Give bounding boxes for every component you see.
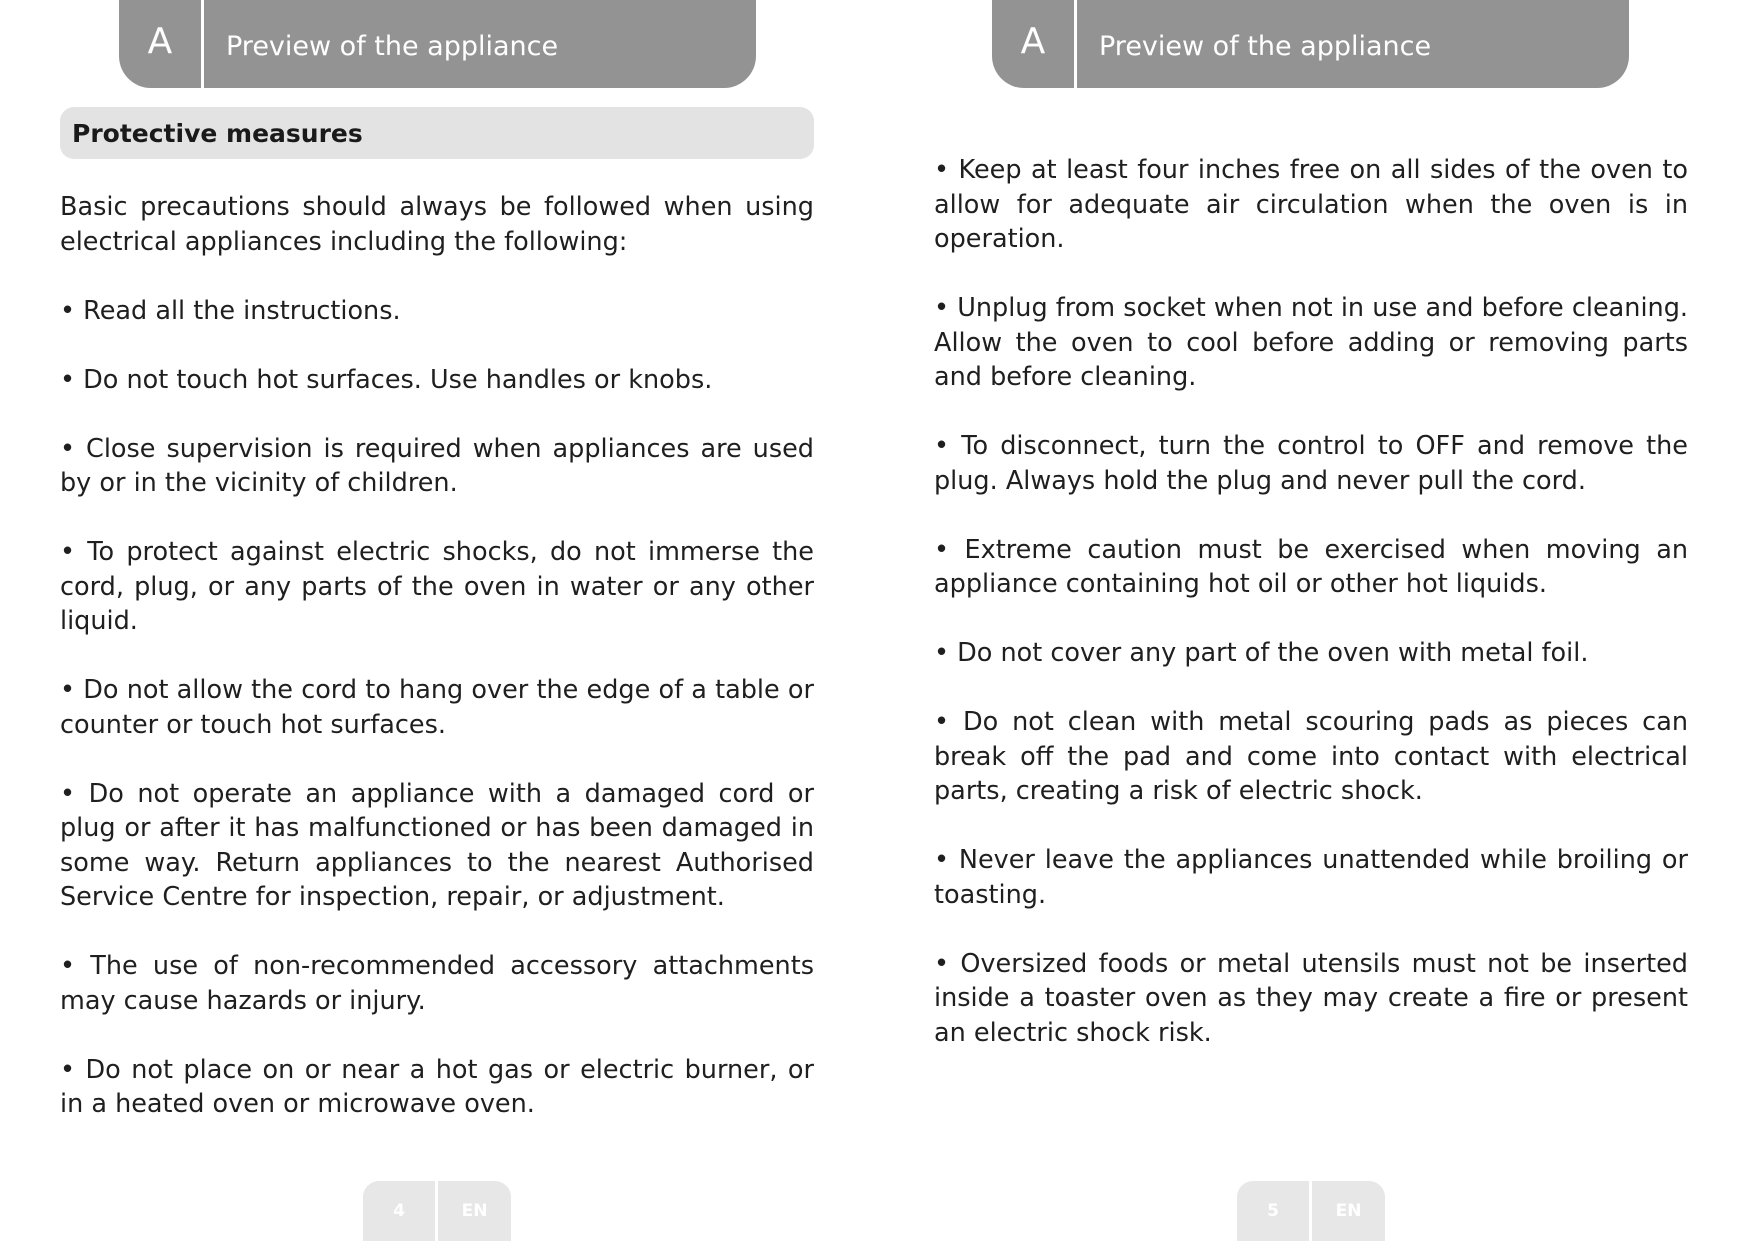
section-title: Protective measures bbox=[72, 118, 363, 148]
list-item: • Unplug from socket when not in use and before cleaning. Allow the oven to cool before adding or removing parts and before cleaning. bbox=[934, 293, 1688, 392]
chapter-letter: A bbox=[147, 20, 173, 62]
page-number: 4 bbox=[393, 1201, 405, 1221]
chapter-title: Preview of the appliance bbox=[226, 30, 559, 62]
page-content bbox=[934, 153, 1688, 1085]
list-item: • Close supervision is required when appliances are used by or in the vicinity of children. bbox=[60, 433, 814, 498]
list-item: • Do not place on or near a hot gas or electric burner, or in a heated oven or microwave oven. bbox=[60, 1054, 814, 1119]
list-item: • To protect against electric shocks, do not immerse the cord, plug, or any parts of the oven in water or any other liquid. bbox=[60, 537, 814, 636]
list-item: • Extreme caution must be exercised when moving an appliance containing hot oil or other hot liquids. bbox=[934, 534, 1688, 599]
list-item: • To disconnect, turn the control to OFF and remove the plug. Always hold the plug and never pull the cord. bbox=[934, 431, 1688, 496]
list-item: • Never leave the appliances unattended while broiling or toasting. bbox=[934, 845, 1688, 910]
chapter-title: Preview of the appliance bbox=[1099, 30, 1432, 62]
list-item: • Read all the instructions. bbox=[60, 295, 401, 326]
chapter-letter: A bbox=[1020, 20, 1046, 62]
right-page bbox=[874, 0, 1748, 1241]
page-content bbox=[60, 190, 814, 1156]
language-code: EN bbox=[461, 1201, 488, 1221]
list-item: • Oversized foods or metal utensils must not be inserted inside a toaster oven as they may create a fire or present an electric shock risk. bbox=[934, 948, 1688, 1048]
list-item: • Do not clean with metal scouring pads as pieces can break off the pad and come into contact with electrical parts, creating a risk of electric shock. bbox=[934, 707, 1688, 806]
page-footer bbox=[1237, 1181, 1385, 1241]
section-heading-bar bbox=[60, 107, 814, 159]
list-item: • The use of non-recommended accessory attachments may cause hazards or injury. bbox=[60, 951, 814, 1016]
page-footer bbox=[363, 1181, 511, 1241]
list-item: • Do not operate an appliance with a damaged cord or plug or after it has malfunctioned or has been damaged in some way. Return appliances to the nearest Authorised Service Centre for inspection, repair, or adjustment. bbox=[60, 778, 814, 912]
intro-paragraph: Basic precautions should always be followed when using electrical appliances including the following: bbox=[60, 192, 814, 257]
left-page bbox=[0, 0, 874, 1241]
list-item: • Keep at least four inches free on all sides of the oven to allow for adequate air circulation when the oven is in operation. bbox=[934, 155, 1688, 254]
language-code: EN bbox=[1335, 1201, 1362, 1221]
list-item: • Do not cover any part of the oven with metal foil. bbox=[934, 638, 1589, 668]
page-number: 5 bbox=[1267, 1201, 1279, 1221]
list-item: • Do not touch hot surfaces. Use handles or knobs. bbox=[60, 364, 713, 395]
list-item: • Do not allow the cord to hang over the edge of a table or counter or touch hot surfaces. bbox=[60, 675, 814, 740]
chapter-header bbox=[119, 0, 756, 88]
chapter-header bbox=[992, 0, 1629, 88]
